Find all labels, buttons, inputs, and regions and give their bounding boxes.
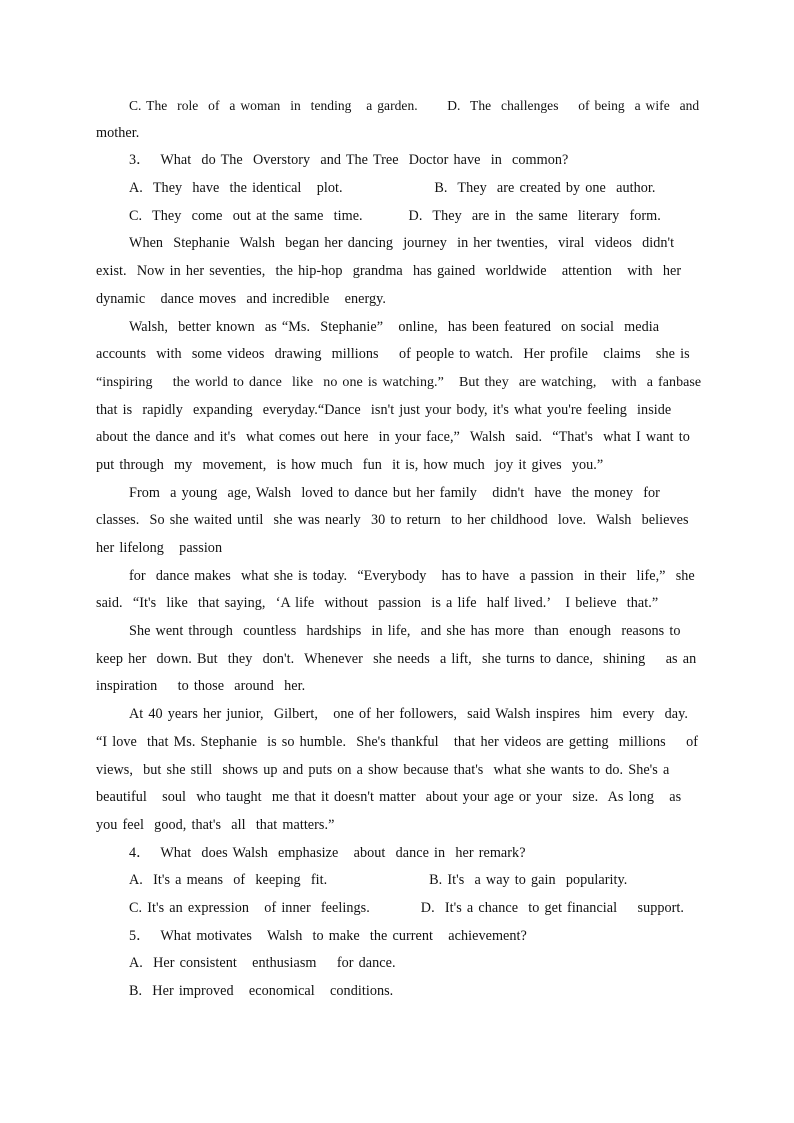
option-line-continuation: mother. (96, 124, 140, 141)
passage-line: classes. So she waited until she was nearly 30 to return to her childhood love. Walsh believes (96, 512, 689, 529)
passage-line: beautiful soul who taught me that it doesn't matter about your age or your size. As long as (96, 789, 682, 806)
passage-line: At 40 years her junior, Gilbert, one of her followers, said Walsh inspires him every day. (129, 706, 688, 723)
option-line: C. The role of a woman in tending a garden. D. The challenges of being a wife and (129, 98, 700, 113)
passage-line: keep her down. But they don't. Whenever she needs a lift, she turns to dance, shining as an (96, 650, 697, 667)
passage-line: When Stephanie Walsh began her dancing journey in her twenties, viral videos didn't (129, 235, 675, 252)
question-5: 5． What motivates Walsh to make the current achievement? (129, 927, 527, 944)
passage-line: “inspiring the world to dance like no one is watching.” But they are watching, with a fanbase (96, 374, 702, 390)
passage-line: She went through countless hardships in life, and she has more than enough reasons to (129, 623, 681, 640)
passage-line: views, but she still shows up and puts on a show because that's what she wants to do. She's a (96, 761, 670, 778)
passage-line: you feel good, that's all that matters.” (96, 816, 335, 833)
question-3: 3． What do The Overstory and The Tree Doctor have in common? (129, 152, 569, 169)
option-line: C. They come out at the same time. D. They are in the same literary form. (129, 207, 661, 224)
passage-line: inspiration to those around her. (96, 678, 306, 695)
passage-line: From a young age, Walsh loved to dance but her family didn't have the money for (129, 484, 660, 501)
passage-line: accounts with some videos drawing millions of people to watch. Her profile claims she is (96, 346, 690, 363)
passage-line: exist. Now in her seventies, the hip-hop grandma has gained worldwide attention with her (96, 263, 682, 280)
passage-line: that is rapidly expanding everyday.“Dance isn't just your body, it's what you're feeling inside (96, 401, 672, 418)
option-a: A. Her consistent enthusiasm for dance. (129, 955, 396, 972)
option-line: C. It's an expression of inner feelings. D. It's a chance to get financial support. (129, 899, 685, 916)
question-4: 4． What does Walsh emphasize about dance in her remark? (129, 844, 526, 861)
passage-line: Walsh, better known as “Ms. Stephanie” online, has been featured on social media (129, 318, 660, 335)
passage-line: said. “It's like that saying, ‘A life without passion is a life half lived.’ I believe that.” (96, 595, 659, 612)
passage-line: dynamic dance moves and incredible energy. (96, 290, 386, 307)
passage-line: for dance makes what she is today. “Everybody has to have a passion in their life,” she (129, 567, 695, 584)
document-page (96, 92, 701, 1006)
option-line: A. It's a means of keeping fit. B. It's a way to gain popularity. (129, 872, 628, 889)
passage-line: “I love that Ms. Stephanie is so humble. She's thankful that her videos are getting millions of (96, 733, 699, 750)
option-line: A. They have the identical plot. B. They are created by one author. (129, 180, 656, 197)
passage-line: her lifelong passion (96, 540, 223, 556)
option-b: B. Her improved economical conditions. (129, 983, 394, 999)
passage-line: about the dance and it's what comes out here in your face,” Walsh said. “That's what I want to (96, 429, 690, 446)
passage-line: put through my movement, is how much fun it is, how much joy it gives you.” (96, 456, 604, 473)
